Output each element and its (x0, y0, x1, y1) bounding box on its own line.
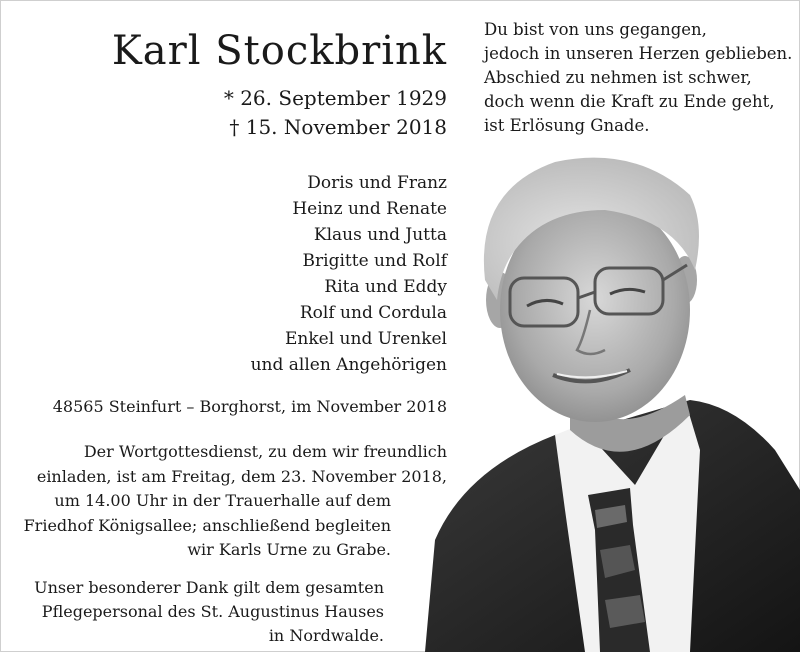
place-date: 48565 Steinfurt – Borghorst, im November 2018 (52, 397, 447, 416)
poem-line: Du bist von uns gegangen, (484, 20, 707, 39)
mourner-entry: Enkel und Urenkel (284, 329, 447, 349)
deceased-name: Karl Stockbrink (111, 28, 447, 74)
service-line: um 14.00 Uhr in der Trauerhalle auf dem (54, 491, 391, 510)
thanks-line: Unser besonderer Dank gilt dem gesamten (34, 578, 384, 597)
service-info (24, 440, 447, 563)
mourner-entry: Klaus und Jutta (313, 225, 447, 245)
poem-line: jedoch in unseren Herzen geblieben. (484, 44, 793, 63)
service-line: Der Wortgottesdienst, zu dem wir freundlich (83, 442, 447, 461)
poem-line: doch wenn die Kraft zu Ende geht, (484, 92, 775, 111)
mourner-entry: und allen Angehörigen (250, 355, 447, 375)
death-date: † 15. November 2018 (229, 115, 447, 139)
service-line: Friedhof Königsallee; anschließend begleiten (23, 515, 391, 535)
mourner-entry: Rolf und Cordula (299, 303, 447, 323)
mourner-entry: Heinz und Renate (292, 199, 447, 219)
poem (484, 18, 792, 138)
mourner-entry: Doris und Franz (307, 173, 447, 193)
service-line: wir Karls Urne zu Grabe. (187, 540, 391, 559)
poem-line: Abschied zu nehmen ist schwer, (484, 68, 752, 87)
poem-line: ist Erlösung Gnade. (484, 116, 650, 135)
mourner-entry: Rita und Eddy (324, 277, 447, 297)
service-line: einladen, ist am Freitag, dem 23. November 2018, (36, 466, 447, 486)
mourner-entry: Brigitte und Rolf (302, 251, 447, 271)
life-dates (224, 84, 447, 142)
birth-date: * 26. September 1929 (223, 86, 447, 110)
thanks-note (34, 576, 384, 648)
portrait-photo (405, 150, 800, 652)
thanks-line: in Nordwalde. (268, 626, 384, 645)
thanks-line: Pflegepersonal des St. Augustinus Hauses (41, 602, 384, 621)
